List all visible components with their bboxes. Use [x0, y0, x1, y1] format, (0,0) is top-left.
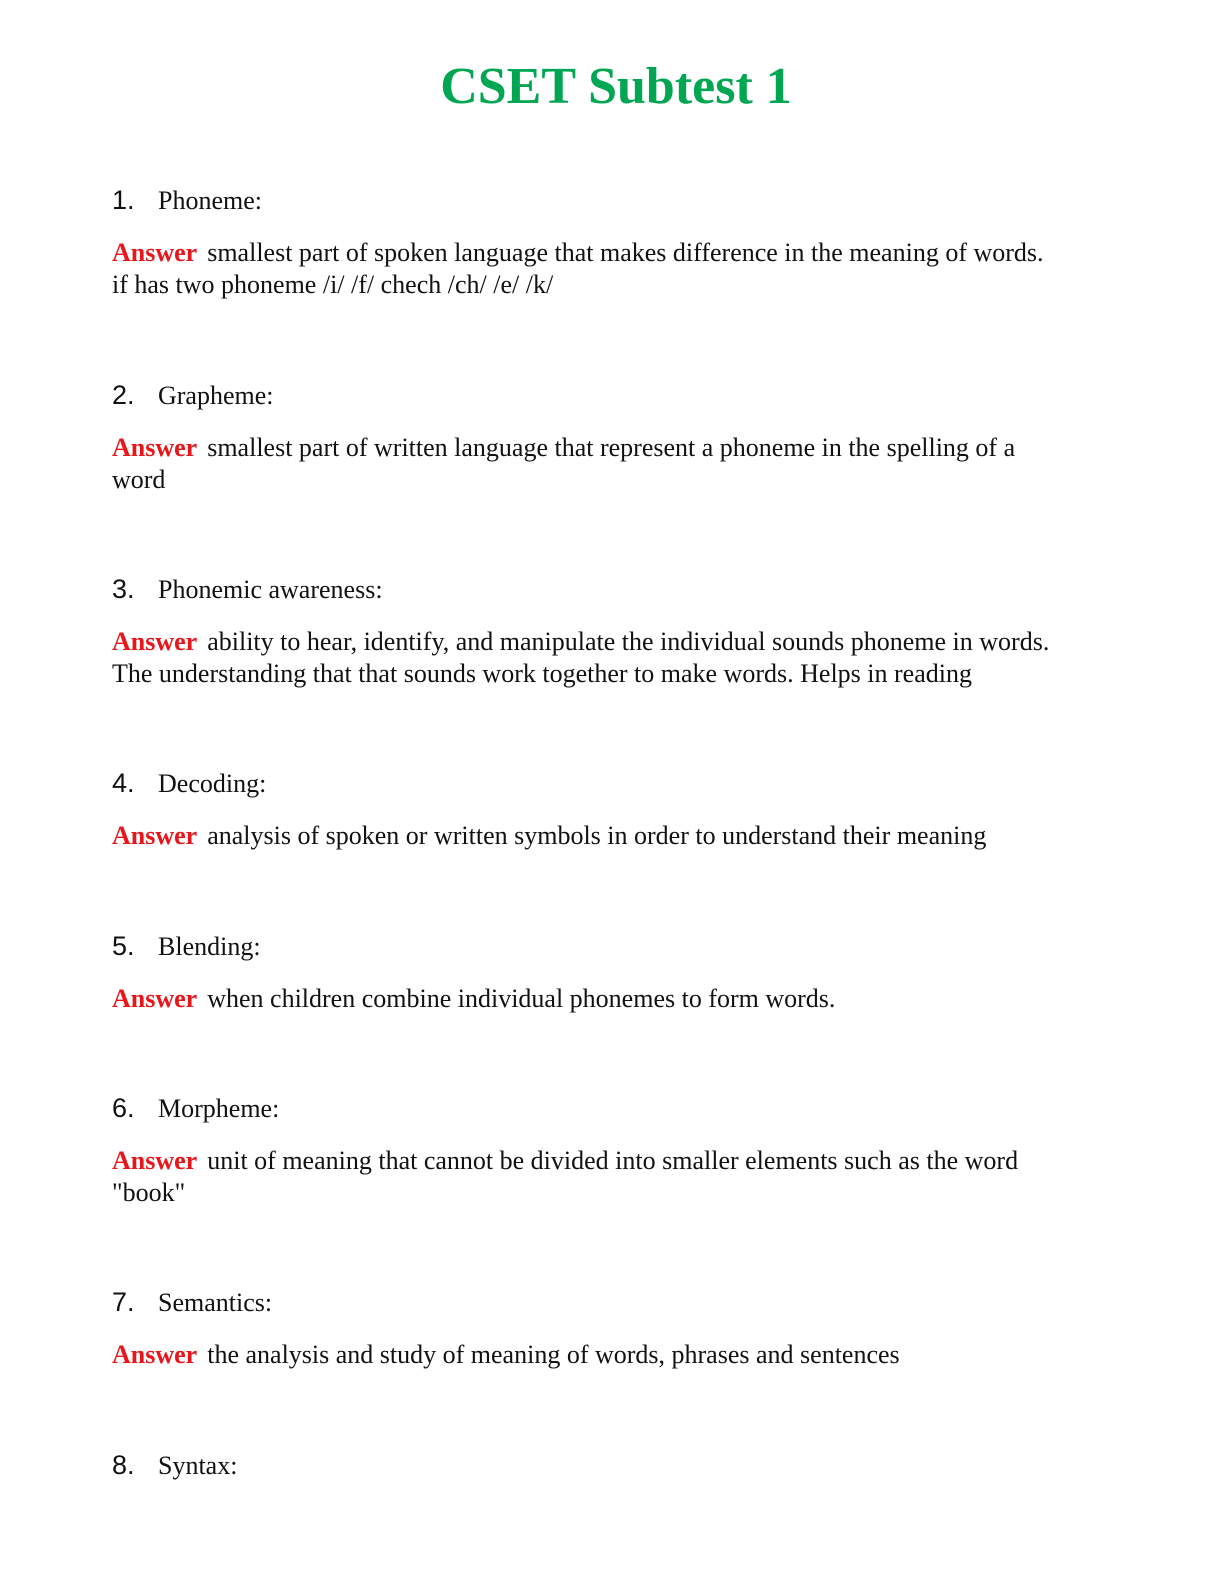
question-heading [112, 378, 274, 412]
answer-label: Answer [112, 1146, 198, 1175]
answer-block [112, 626, 1122, 690]
answer-label: Answer [112, 821, 198, 850]
question-number: 4. [112, 768, 135, 798]
question-number: 3. [112, 574, 135, 604]
answer-block [112, 1145, 1122, 1209]
question-term: Semantics: [158, 1288, 273, 1317]
question-term: Phoneme: [158, 186, 262, 215]
question-term: Decoding: [158, 769, 267, 798]
answer-text-line: analysis of spoken or written symbols in order to understand their meaning [207, 821, 987, 850]
answer-text-line: the analysis and study of meaning of words, phrases and sentences [207, 1340, 900, 1369]
answer-text-line: unit of meaning that cannot be divided into smaller elements such as the word [207, 1146, 1019, 1175]
answer-text-line: The understanding that that sounds work together to make words. Helps in reading [112, 659, 972, 688]
answer-label: Answer [112, 627, 198, 656]
answer-text-line: when children combine individual phonemes to form words. [207, 984, 836, 1013]
answer-text-line: smallest part of written language that represent a phoneme in the spelling of a [207, 433, 1016, 462]
answer-text-line: smallest part of spoken language that makes difference in the meaning of words. [207, 238, 1044, 267]
question-heading [112, 572, 383, 606]
question-term: Blending: [158, 932, 261, 961]
answer-label: Answer [112, 984, 198, 1013]
answer-block [112, 983, 1122, 1015]
question-number: 2. [112, 380, 135, 410]
question-heading [112, 766, 266, 800]
answer-block [112, 237, 1122, 301]
question-heading [112, 929, 261, 963]
answer-text-line: if has two phoneme /i/ /f/ chech /ch/ /e/ /k/ [112, 270, 554, 299]
answer-block [112, 432, 1122, 496]
page-title: CSET Subtest 1 [440, 58, 792, 115]
question-number: 1. [112, 185, 135, 215]
answer-text-line: "book" [112, 1178, 186, 1207]
question-term: Phonemic awareness: [158, 575, 383, 604]
question-number: 8. [112, 1450, 135, 1480]
answer-text-line: ability to hear, identify, and manipulate the individual sounds phoneme in words. [207, 627, 1050, 656]
question-term: Syntax: [158, 1451, 238, 1480]
answer-block [112, 820, 1122, 852]
question-term: Morpheme: [158, 1094, 280, 1123]
answer-label: Answer [112, 433, 198, 462]
answer-label: Answer [112, 238, 198, 267]
question-heading [112, 1091, 279, 1125]
question-number: 5. [112, 931, 135, 961]
question-heading [112, 1448, 237, 1482]
answer-label: Answer [112, 1340, 198, 1369]
answer-text-line: word [112, 465, 166, 494]
question-term: Grapheme: [158, 381, 274, 410]
answer-block [112, 1339, 1122, 1371]
question-number: 6. [112, 1093, 135, 1123]
question-heading [112, 183, 262, 217]
question-heading [112, 1285, 272, 1319]
question-number: 7. [112, 1287, 135, 1317]
